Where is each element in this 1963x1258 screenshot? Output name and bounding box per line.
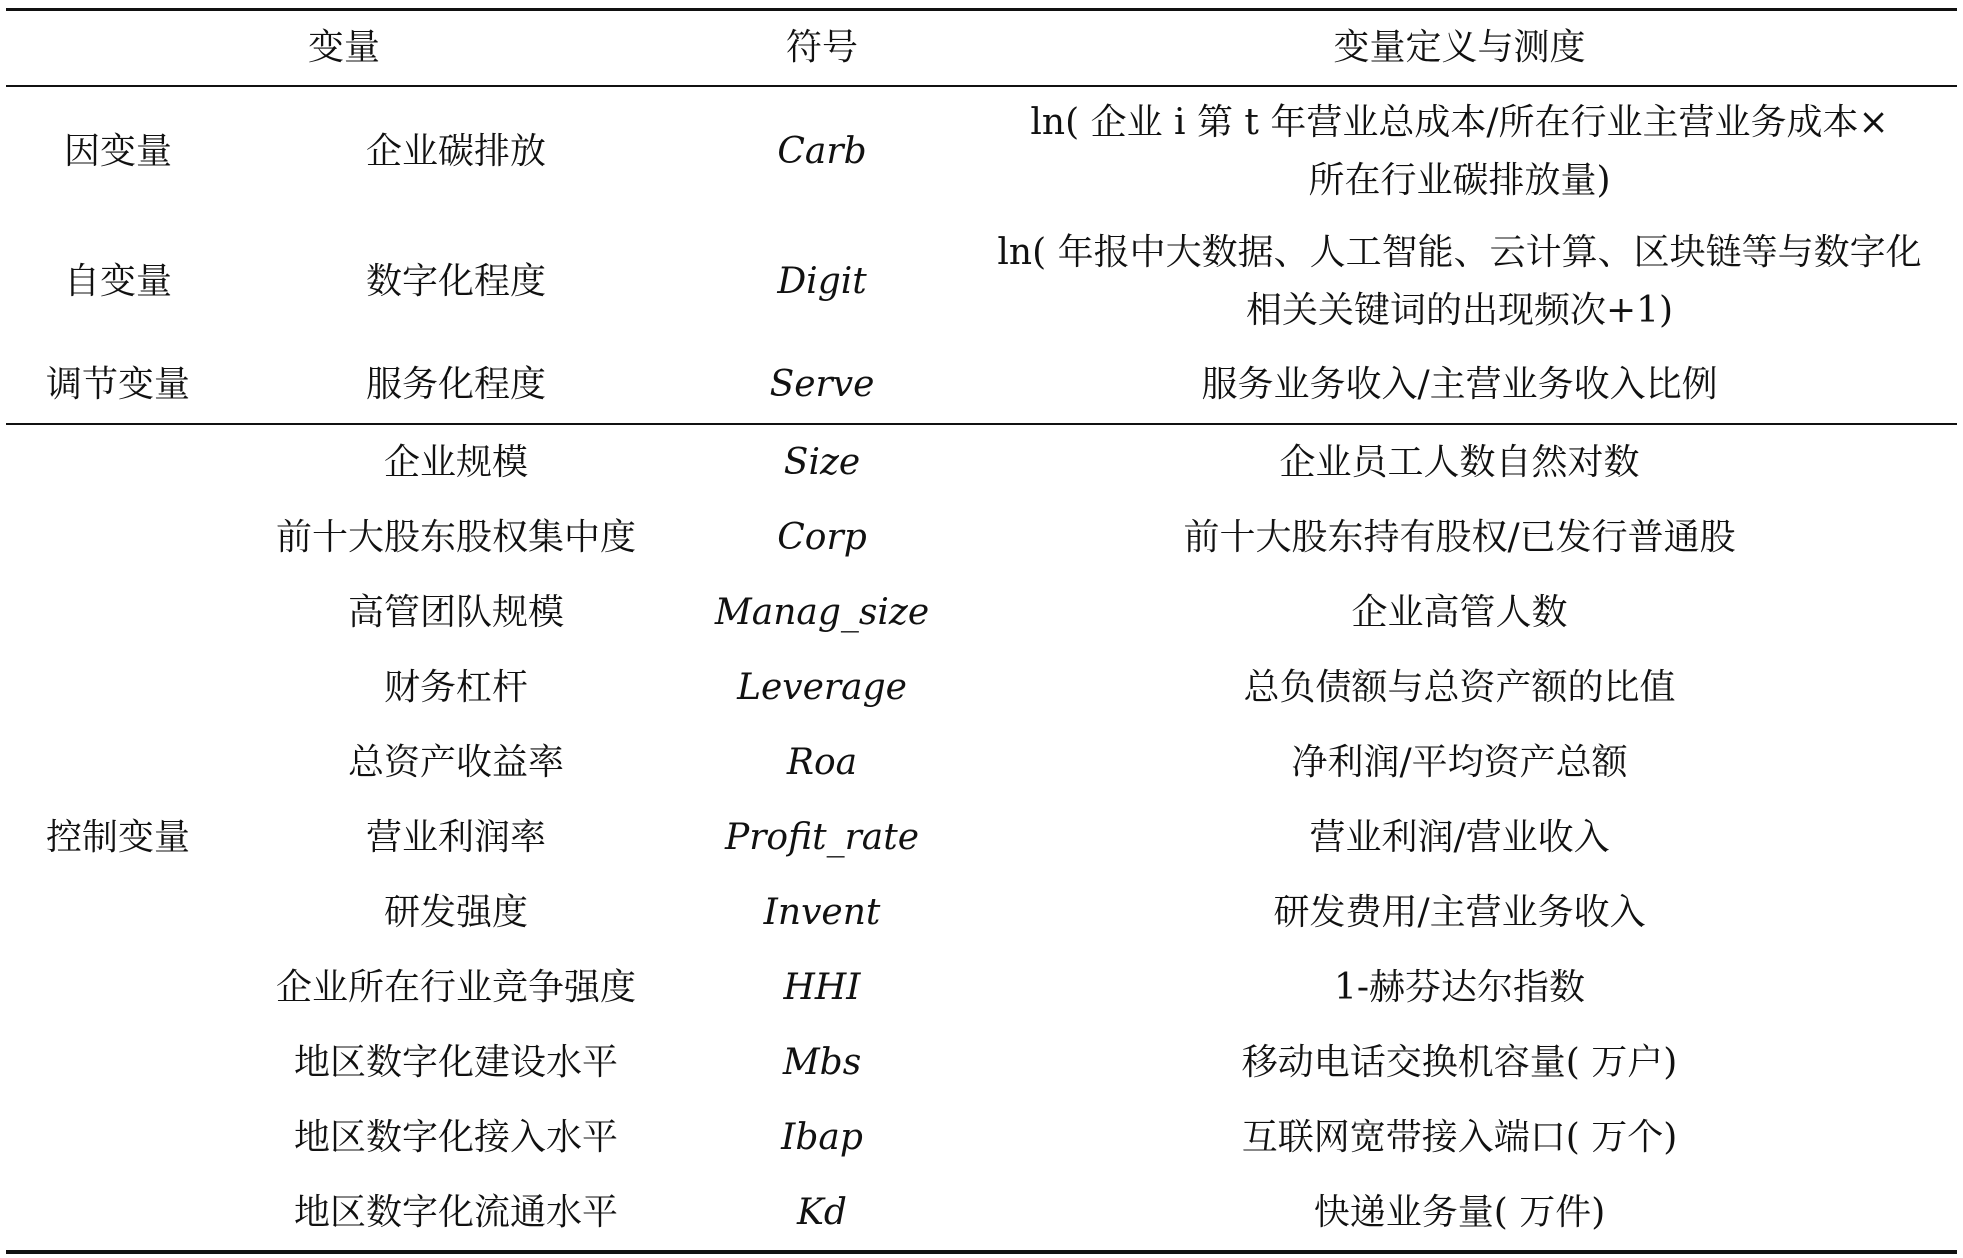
definition-line: ln( 企业 i 第 t 年营业总成本/所在行业主营业务成本× xyxy=(1030,102,1889,143)
variable-name: 营业利润率 xyxy=(366,816,547,858)
table-row xyxy=(6,1025,1957,1100)
header-symbol: 符号 xyxy=(682,10,962,87)
variable-definition: 移动电话交换机容量( 万户) xyxy=(1241,1041,1678,1083)
variable-name: 企业碳排放 xyxy=(366,131,547,172)
variable-symbol: Kd xyxy=(682,1175,962,1252)
variable-name: 地区数字化流通水平 xyxy=(230,1175,682,1252)
table-row xyxy=(6,347,1957,424)
variable-name: 地区数字化接入水平 xyxy=(294,1116,619,1158)
table-row xyxy=(6,575,1957,650)
variable-name: 前十大股东股权集中度 xyxy=(276,516,637,558)
variable-symbol: Mbs xyxy=(782,1041,862,1083)
table-row xyxy=(6,1100,1957,1175)
variable-symbol: Size xyxy=(783,441,861,483)
variable-definition: 1-赫芬达尔指数 xyxy=(1333,966,1586,1008)
variable-name: 总资产收益率 xyxy=(348,741,565,783)
table-row xyxy=(6,800,1957,875)
table-body xyxy=(6,86,1957,1252)
table-row xyxy=(6,950,1957,1025)
variable-name: 研发强度 xyxy=(384,891,529,933)
group-label: 调节变量 xyxy=(6,347,230,424)
table-row xyxy=(6,424,1957,500)
variable-definition: 总负债额与总资产额的比值 xyxy=(1243,666,1676,708)
variable-name: 企业所在行业竞争强度 xyxy=(276,966,637,1008)
variable-name: 企业规模 xyxy=(384,441,529,483)
variable-symbol: Ibap xyxy=(781,1116,863,1158)
variable-symbol: Profit_rate xyxy=(725,816,920,858)
variable-name: 财务杠杆 xyxy=(384,666,529,708)
variable-name: 高管团队规模 xyxy=(348,591,565,633)
group-label: 因变量 xyxy=(63,131,172,172)
variable-definition: 服务业务收入/主营业务收入比例 xyxy=(962,347,1957,424)
group-label: 自变量 xyxy=(63,261,172,302)
variable-symbol: Serve xyxy=(682,347,962,424)
variable-definition xyxy=(962,217,1957,347)
table-row xyxy=(6,1175,1957,1252)
variable-symbol: Leverage xyxy=(737,666,907,708)
variable-definition: 营业利润/营业收入 xyxy=(1309,816,1610,858)
table-row xyxy=(6,650,1957,725)
variable-definition: 快递业务量( 万件) xyxy=(962,1175,1957,1252)
table-row xyxy=(6,500,1957,575)
variable-definition: 企业员工人数自然对数 xyxy=(1279,441,1640,483)
table-row xyxy=(6,875,1957,950)
variable-symbol: HHI xyxy=(783,966,861,1008)
variable-definition: 研发费用/主营业务收入 xyxy=(1273,891,1646,933)
definition-line: ln( 年报中大数据、人工智能、云计算、区块链等与数字化 xyxy=(997,232,1922,273)
variable-definition: 互联网宽带接入端口( 万个) xyxy=(1241,1116,1678,1158)
definition-line: 相关关键词的出现频次+1) xyxy=(1245,290,1674,331)
table-row xyxy=(6,217,1957,347)
variable-symbol: Corp xyxy=(777,516,867,558)
header-row xyxy=(6,10,1957,87)
table-row xyxy=(6,86,1957,217)
variable-symbol: Invent xyxy=(763,891,881,933)
variable-definition-table xyxy=(6,8,1957,1254)
variable-symbol: Carb xyxy=(777,131,867,172)
variable-definition xyxy=(962,86,1957,217)
variable-name: 服务化程度 xyxy=(230,347,682,424)
variable-symbol: Roa xyxy=(786,741,858,783)
variable-symbol: Digit xyxy=(777,261,867,302)
group-label: 控制变量 xyxy=(6,424,230,1252)
header-variable: 变量 xyxy=(6,10,682,87)
variable-name: 数字化程度 xyxy=(366,261,547,302)
definition-line: 所在行业碳排放量) xyxy=(1308,160,1611,201)
variable-definition: 企业高管人数 xyxy=(1351,591,1568,633)
header-definition: 变量定义与测度 xyxy=(962,10,1957,87)
variable-definition: 净利润/平均资产总额 xyxy=(1291,741,1628,783)
table-header xyxy=(6,10,1957,87)
table-row xyxy=(6,725,1957,800)
variable-symbol: Manag_size xyxy=(714,591,930,633)
variable-definition: 前十大股东持有股权/已发行普通股 xyxy=(1183,516,1736,558)
variable-name: 地区数字化建设水平 xyxy=(294,1041,619,1083)
